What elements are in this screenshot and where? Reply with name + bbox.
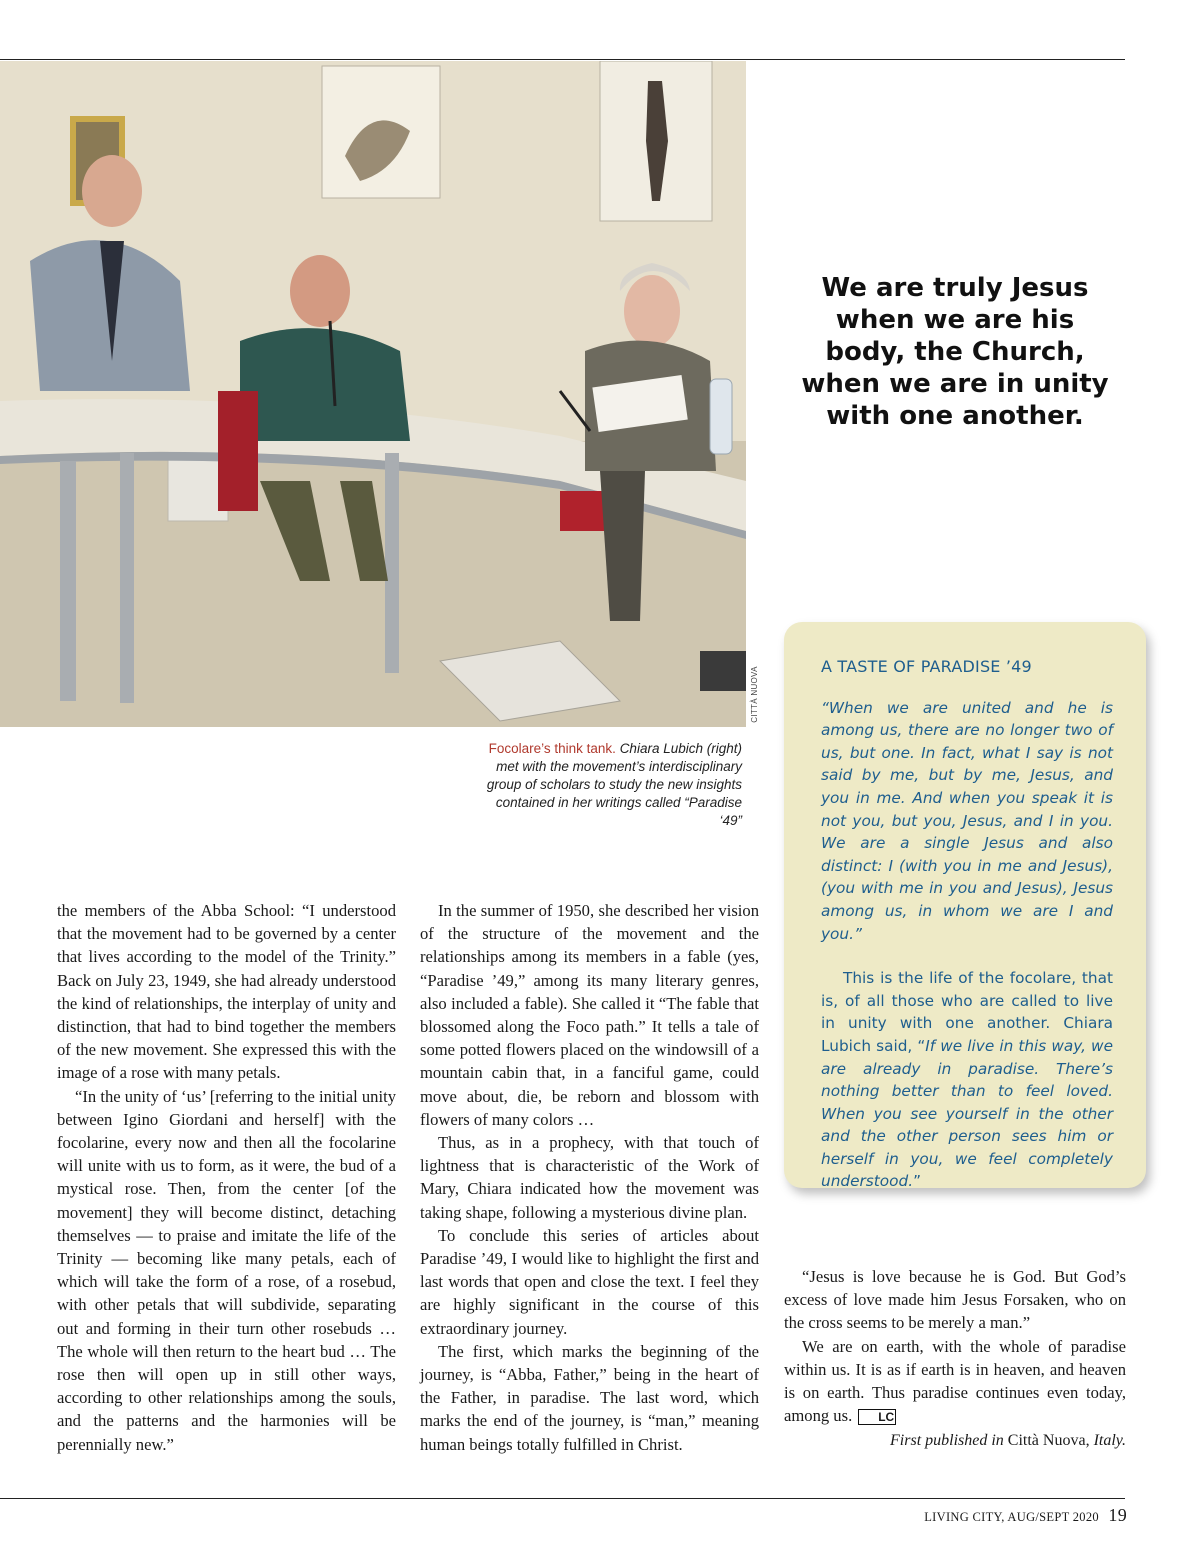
paragraph xyxy=(784,1335,1126,1428)
meeting-photo xyxy=(0,61,746,727)
sidebar-box xyxy=(784,622,1146,1191)
page-number: 19 xyxy=(1108,1505,1127,1525)
end-mark-icon: LC xyxy=(858,1409,896,1425)
paragraph: the members of the Abba School: “I understood that the movement had to be governed by a center that lives according to the model of the Trinity.” Back on July 23, 1949, she had already understood the kind of relationships, the interplay of unity and distinction, that had to bind together the members of the new movement. She expressed this with the image of a rose with many petals. xyxy=(57,901,396,1083)
sidebar-title: A TASTE OF PARADISE ’49 xyxy=(821,657,1032,676)
caption-lead: Focolare’s think tank. xyxy=(488,741,616,756)
pubnote-source: Città Nuova, xyxy=(1007,1432,1090,1449)
pubnote-suffix: Italy. xyxy=(1093,1432,1126,1449)
paragraph: “Jesus is love because he is God. But God’s excess of love made him Jesus Forsaken, who on the cross seems to be merely a man.” xyxy=(784,1267,1126,1333)
photo-credit-text: CITTÀ NUOVA xyxy=(749,666,759,723)
page-footer xyxy=(924,1505,1127,1526)
paragraph: To conclude this series of articles about Paradise ’49, I would like to highlight the first and last words that open and close the text. I feel they are highly significant in the course of this extraordinary journey. xyxy=(420,1225,759,1338)
top-rule xyxy=(0,59,1125,60)
sidebar-body xyxy=(821,967,1113,1193)
sidebar-body-quote: If we live in this way, we are already in paradise. There’s nothing better than to feel loved. When you see yourself in the other and the other person sees him or herself in you, we feel completely understood. xyxy=(821,1036,1113,1191)
pull-quote: We are truly Jesus when we are his body, the Church, when we are in unity with one another. xyxy=(801,273,1109,431)
photo-caption xyxy=(470,740,742,830)
photo-credit xyxy=(748,668,764,728)
pubnote-prefix: First published in xyxy=(890,1432,1004,1449)
article-column-2 xyxy=(420,899,759,1456)
paragraph: The first, which marks the beginning of the journey, is “Abba, Father,” being in the heart of the Father, in paradise. The last word, which marks the end of the journey, is “man,” meaning human beings totally fulfilled in Christ. xyxy=(420,1341,759,1454)
sidebar-body-lead: This is the life of the focolare, that is, of all those who are called to live in unity with one another. Chiara Lubich said, “ xyxy=(821,969,1113,1055)
sidebar-body-end: ” xyxy=(913,1172,921,1191)
paragraph-text: We are on earth, with the whole of paradise within us. It is as if earth is in heaven, and heaven is on earth. Thus paradise continues even today, among us. xyxy=(784,1336,1126,1426)
sidebar-quote: “When we are united and he is among us, there are no longer two of us, but one. In fact, what I say is not said by me, but by me, Jesus, and you in me. And when you speak it is not you, but you, Jesus, and I in you. We are a single Jesus and also distinct: I (with you in me and Jesus), (you with me in you and Jesus), Jesus among us, in whom we are I and you.” xyxy=(821,698,1113,943)
paragraph: Thus, as in a prophecy, with that touch of lightness that is characteristic of the Work of Mary, Chiara indicated how the movement was taking shape, following a mysterious divine plan. xyxy=(420,1133,759,1222)
footer-magazine: LIVING CITY, AUG/SEPT 2020 xyxy=(924,1510,1099,1524)
caption-text: Chiara Lubich (right) met with the movement’s interdisciplinary group of scholars to study the new insights contained in her writings called “Paradise ‘49” xyxy=(486,741,742,828)
article-column-3 xyxy=(784,1265,1126,1427)
publication-note xyxy=(784,1432,1126,1450)
article-column-1 xyxy=(57,899,396,1456)
paragraph: In the summer of 1950, she described her vision of the structure of the movement and the relationships among its members in a fable (yes, “Paradise ’49,” among its many literary genres, also included a fable). She called it “The fable that blossomed along the Foco path.” It tells a tale of some potted flowers placed on the windowsill of a mountain cabin that, in a fanciful game, could move about, die, be reborn and blossom with flowers of many colors … xyxy=(420,901,759,1129)
paragraph: “In the unity of ‘us’ [referring to the initial unity between Igino Giordani and herself] with the focolarine, every now and then all the focolarine will unite with us to form, as it were, the bud of a mystical rose. Then, from the center [of the movement] they will become distinct, detaching themselves — to praise and imitate the life of the Trinity — becoming like many petals, each of which will take the form of a rose, of a rosebud, with other petals that will subdivide, separating out and forming in their turn other rosebuds … The whole will then return to the heart bud … The rose then will open up in still other ways, according to other relationships among the souls, and the patterns and the harmonies will be perennially new.” xyxy=(57,1086,396,1454)
bottom-rule xyxy=(0,1498,1125,1499)
